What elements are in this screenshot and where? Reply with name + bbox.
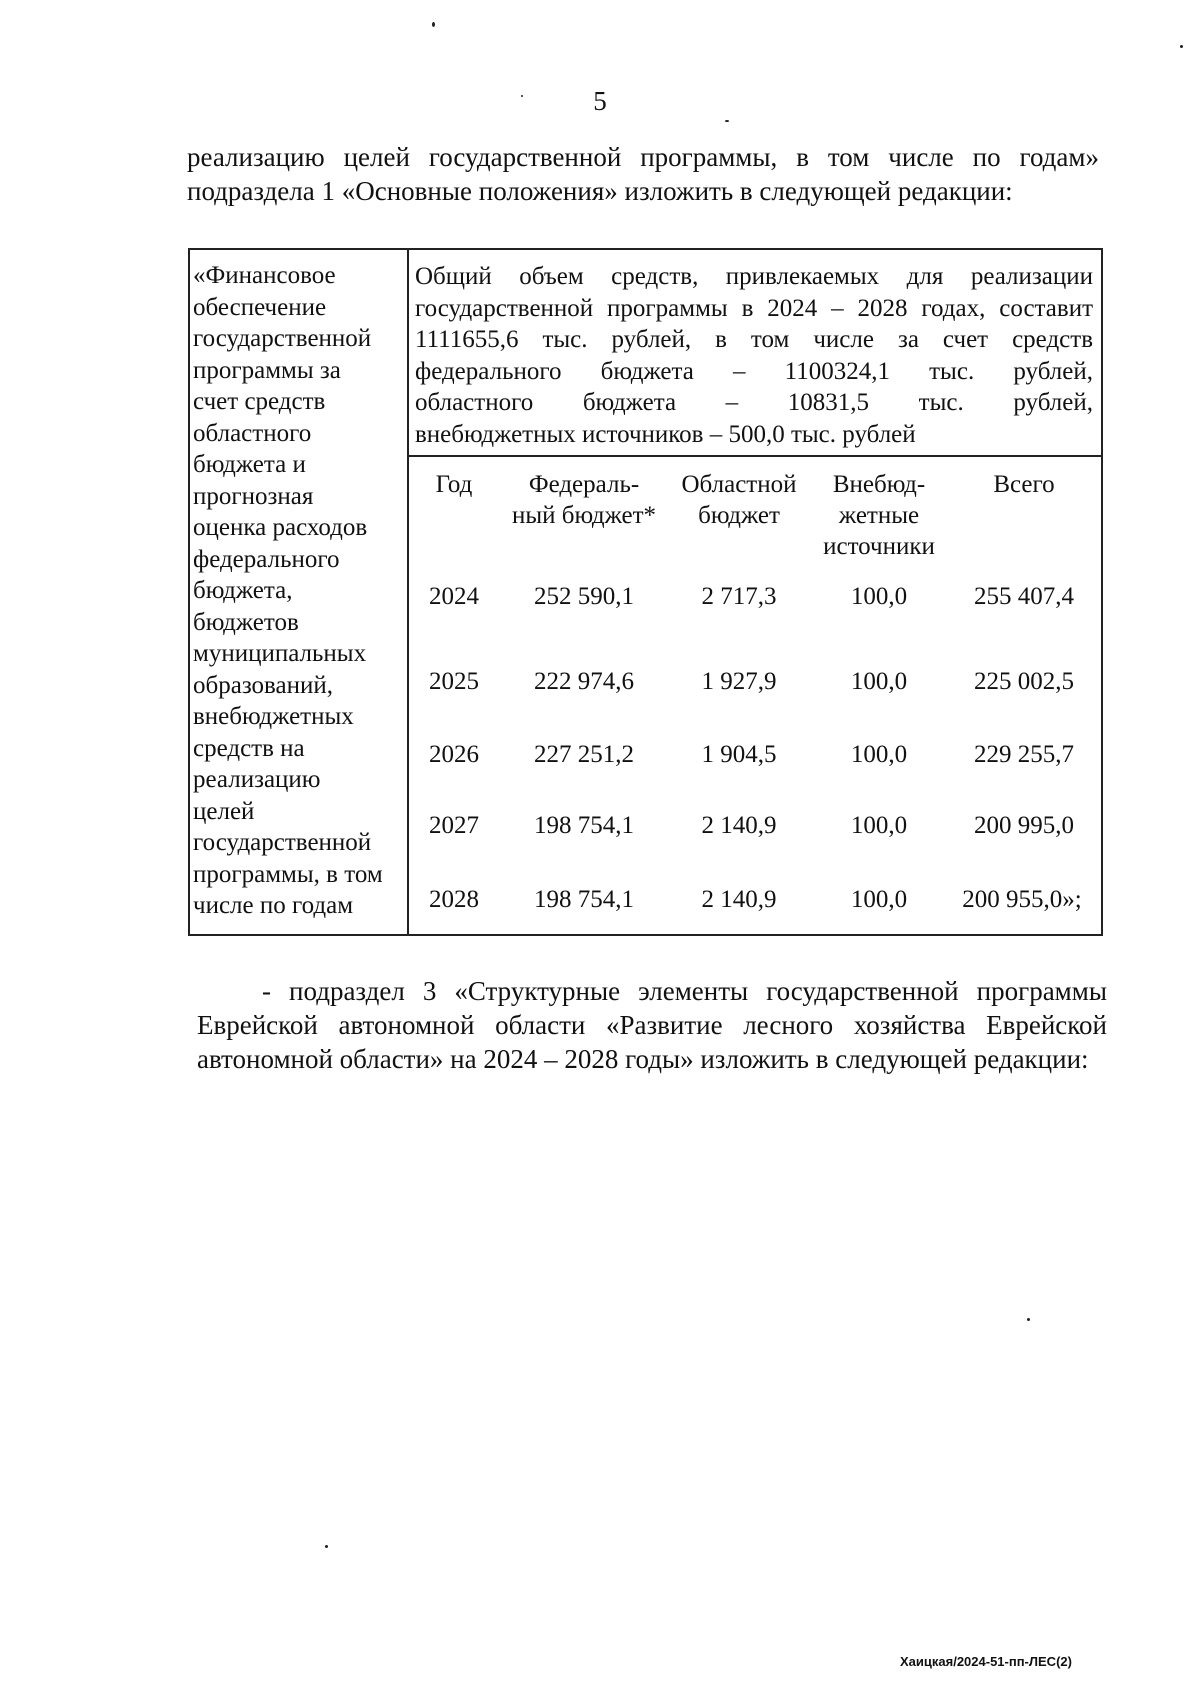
label-line: федерального [193, 545, 340, 573]
cell-federal: 252 590,1 [534, 583, 634, 610]
summary-line: государственной программы в 2024 – 2028 годах, составит [415, 294, 1093, 322]
cell-extra: 100,0 [850, 812, 908, 839]
label-line: бюджета и [193, 451, 306, 478]
label-line: средств на [193, 734, 305, 762]
cell-total: 229 255,7 [974, 741, 1074, 768]
label-line: образований, [193, 671, 334, 699]
cell-regional: 1 927,9 [701, 668, 777, 695]
cell-federal: 222 974,6 [534, 668, 634, 695]
cell-regional: 2 717,3 [701, 583, 777, 610]
header-extra-line: Внебюд- [832, 471, 926, 498]
summary-line: 1111655,6 тыс. рублей, в том числе за счет средств [415, 326, 1093, 353]
cell-regional: 2 140,9 [701, 886, 777, 913]
label-line: «Финансовое [193, 262, 336, 289]
cell-total: 255 407,4 [974, 583, 1074, 610]
cell-extra: 100,0 [850, 741, 908, 768]
label-line: программы, в том [193, 860, 383, 888]
cell-year: 2024 [429, 583, 479, 610]
header-regional-line: бюджет [698, 502, 780, 529]
summary-line: областного бюджета – 10831,5 тыс. рублей, [415, 389, 1093, 416]
label-line: прогнозная [193, 482, 314, 510]
label-line: целей [193, 797, 255, 825]
cell-extra: 100,0 [850, 886, 908, 913]
paragraph-line: Еврейской автономной области «Развитие лесного хозяйства Еврейской [197, 1010, 1107, 1040]
financing-label-cell [190, 250, 409, 934]
label-line: реализацию [193, 766, 321, 793]
cell-year: 2026 [429, 741, 479, 768]
cell-year: 2028 [429, 886, 479, 913]
paragraph-line: - подраздел 3 «Структурные элементы государственной программы [262, 976, 1107, 1006]
cell-federal: 227 251,2 [534, 741, 634, 768]
cell-federal: 198 754,1 [534, 812, 634, 839]
financing-table [188, 248, 1103, 936]
scan-speck [325, 1545, 328, 1548]
header-regional [669, 469, 809, 531]
scan-speck [1180, 45, 1183, 48]
cell-federal: 198 754,1 [534, 886, 634, 913]
cell-total: 200 995,0 [974, 812, 1074, 839]
label-line: оценка расходов [193, 514, 368, 541]
cell-total: 200 955,0»; [962, 886, 1082, 913]
header-total: Всего [993, 471, 1055, 498]
header-extra [809, 469, 949, 562]
paragraph-line: автономной области» на 2024 – 2028 годы» изложить в следующей редакции: [197, 1044, 1089, 1074]
header-extra-line: жетные [838, 502, 920, 529]
scan-speck [1027, 1318, 1030, 1321]
label-line: бюджета, [193, 577, 293, 604]
label-line: внебюджетных [193, 703, 354, 730]
header-federal-line: Федераль- [528, 471, 640, 498]
label-line: бюджетов [193, 608, 299, 636]
cell-regional: 1 904,5 [701, 741, 777, 768]
yearly-breakdown [409, 457, 1101, 934]
summary-line: внебюджетных источников – 500,0 тыс. рублей [415, 420, 916, 448]
label-line: обеспечение [193, 293, 327, 321]
subsection-3-paragraph [197, 974, 1107, 1076]
label-line: счет средств [193, 388, 326, 415]
intro-line-1: реализацию целей государственной программы, в том числе по годам» [187, 142, 1099, 172]
cell-extra: 100,0 [850, 583, 908, 610]
summary-line: федерального бюджета – 1100324,1 тыс. рублей, [415, 357, 1093, 385]
page-number: 5 [593, 86, 607, 116]
header-federal-line: ный бюджет* [511, 502, 657, 529]
label-line: муниципальных [193, 640, 367, 667]
label-line: программы за [193, 356, 341, 384]
cell-year: 2025 [429, 668, 479, 695]
header-year: Год [435, 471, 473, 498]
cell-total: 225 002,5 [974, 668, 1074, 695]
label-line: числе по годам [193, 892, 354, 919]
label-line: государственной [193, 325, 372, 352]
intro-line-2: подраздела 1 «Основные положения» изложить в следующей редакции: [187, 176, 1013, 206]
scan-speck [521, 95, 523, 97]
label-line: государственной [193, 829, 372, 856]
document-code: Хаицкая/2024-51-пп-ЛЕС(2) [900, 1654, 1072, 1669]
label-line: областного [193, 419, 312, 447]
intro-paragraph [187, 140, 1099, 208]
financing-summary [409, 250, 1101, 457]
scan-speck [432, 22, 435, 27]
cell-regional: 2 140,9 [701, 812, 777, 839]
summary-line: Общий объем средств, привлекаемых для реализации [415, 263, 1093, 290]
header-federal [499, 469, 669, 531]
header-extra-line: источники [823, 533, 935, 560]
financing-data-cell [409, 250, 1101, 934]
cell-year: 2027 [429, 812, 479, 839]
cell-extra: 100,0 [850, 668, 908, 695]
scan-speck [725, 120, 729, 122]
header-regional-line: Областной [681, 471, 797, 498]
